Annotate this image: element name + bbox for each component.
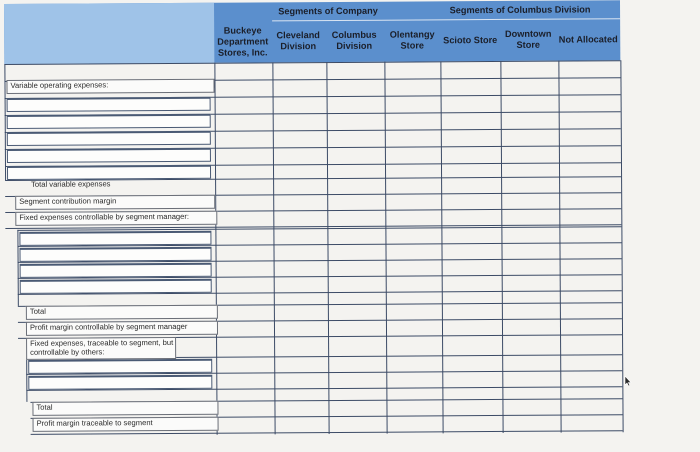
amount-input-cell[interactable] bbox=[276, 196, 324, 208]
amount-input-cell[interactable] bbox=[505, 263, 557, 275]
amount-input-cell[interactable] bbox=[388, 247, 438, 259]
amount-input-cell[interactable] bbox=[218, 98, 270, 110]
amount-input-cell[interactable] bbox=[388, 114, 438, 126]
expense-name-input[interactable] bbox=[19, 247, 211, 262]
amount-input-cell[interactable] bbox=[218, 166, 270, 178]
amount-input-cell[interactable] bbox=[562, 96, 618, 108]
amount-input-cell[interactable] bbox=[562, 130, 618, 142]
amount-input-cell[interactable] bbox=[331, 280, 383, 292]
row-label-total-2: Total bbox=[32, 401, 218, 416]
amount-input-cell[interactable] bbox=[276, 115, 324, 127]
amount-input-cell[interactable] bbox=[445, 401, 499, 413]
col-header-downtown: Downtown Store bbox=[504, 28, 552, 50]
amount-input-cell[interactable] bbox=[389, 375, 439, 387]
amount-input-cell[interactable] bbox=[389, 401, 439, 413]
amount-input-cell[interactable] bbox=[330, 166, 382, 178]
amount-input-cell[interactable] bbox=[389, 321, 439, 333]
amount-input-cell[interactable] bbox=[562, 194, 618, 206]
expense-name-input[interactable] bbox=[7, 114, 211, 129]
amount-input-cell[interactable] bbox=[563, 262, 619, 274]
amount-input-cell[interactable] bbox=[503, 63, 555, 75]
amount-input-cell[interactable] bbox=[505, 305, 557, 317]
amount-input-cell[interactable] bbox=[504, 131, 556, 143]
amount-input-cell[interactable] bbox=[444, 179, 498, 191]
amount-input-cell[interactable] bbox=[445, 359, 499, 371]
amount-input-cell[interactable] bbox=[504, 114, 556, 126]
amount-input-cell[interactable] bbox=[218, 115, 270, 127]
amount-input-cell[interactable] bbox=[505, 359, 557, 371]
amount-input-cell[interactable] bbox=[330, 180, 382, 192]
amount-input-cell[interactable] bbox=[219, 338, 271, 350]
expense-name-input[interactable] bbox=[19, 231, 211, 246]
amount-input-cell[interactable] bbox=[504, 179, 556, 191]
amount-input-cell[interactable] bbox=[444, 97, 498, 109]
amount-input-cell[interactable] bbox=[563, 358, 619, 370]
amount-input-cell[interactable] bbox=[562, 147, 618, 159]
amount-input-cell[interactable] bbox=[330, 98, 382, 110]
amount-input-cell[interactable] bbox=[277, 280, 325, 292]
amount-input-cell[interactable] bbox=[444, 131, 498, 143]
amount-input-cell[interactable] bbox=[276, 166, 324, 178]
amount-input-cell[interactable] bbox=[388, 165, 438, 177]
amount-input-cell[interactable] bbox=[388, 195, 438, 207]
amount-input-cell[interactable] bbox=[445, 263, 499, 275]
amount-input-cell[interactable] bbox=[504, 165, 556, 177]
amount-input-cell[interactable] bbox=[219, 360, 271, 372]
amount-input-cell[interactable] bbox=[389, 263, 439, 275]
row-label-total-variable-expenses: Total variable expenses bbox=[31, 179, 111, 189]
col-header-not-allocated: Not Allocated bbox=[558, 33, 618, 45]
amount-input-cell[interactable] bbox=[562, 246, 618, 258]
amount-input-cell[interactable] bbox=[331, 376, 383, 388]
amount-input-cell[interactable] bbox=[504, 97, 556, 109]
amount-input-cell[interactable] bbox=[444, 195, 498, 207]
amount-input-cell[interactable] bbox=[562, 178, 618, 190]
col-header-cleveland: Cleveland Division bbox=[276, 30, 320, 52]
amount-input-cell[interactable] bbox=[505, 337, 557, 349]
group-header-columbus: Segments of Columbus Division bbox=[449, 3, 591, 15]
amount-input-cell[interactable] bbox=[277, 322, 325, 334]
amount-input-cell[interactable] bbox=[219, 280, 271, 292]
amount-input-cell[interactable] bbox=[563, 278, 619, 290]
amount-input-cell[interactable] bbox=[563, 304, 619, 316]
amount-input-cell[interactable] bbox=[388, 131, 438, 143]
amount-input-cell[interactable] bbox=[445, 305, 499, 317]
amount-input-cell[interactable] bbox=[218, 180, 270, 192]
amount-input-cell[interactable] bbox=[562, 164, 618, 176]
amount-input-cell[interactable] bbox=[562, 230, 618, 242]
amount-input-cell[interactable] bbox=[331, 402, 383, 414]
amount-input-cell[interactable] bbox=[276, 180, 324, 192]
row-label-segment-contribution-margin: Segment contribution margin bbox=[15, 195, 215, 210]
col-header-buckeye: Buckeye Department Stores, Inc. bbox=[217, 24, 269, 58]
amount-input-cell[interactable] bbox=[220, 418, 272, 430]
amount-input-cell[interactable] bbox=[331, 338, 383, 350]
amount-input-cell[interactable] bbox=[445, 375, 499, 387]
amount-input-cell[interactable] bbox=[388, 148, 438, 160]
amount-input-cell[interactable] bbox=[389, 305, 439, 317]
amount-input-cell[interactable] bbox=[218, 232, 270, 244]
expense-name-input[interactable] bbox=[7, 97, 211, 112]
row-label-profit-margin-traceable: Profit margin traceable to segment bbox=[33, 417, 219, 432]
expense-name-input[interactable] bbox=[7, 165, 211, 180]
row-label-total-1: Total bbox=[26, 305, 218, 320]
col-header-olentangy: Olentangy Store bbox=[389, 29, 435, 51]
amount-input-cell[interactable] bbox=[276, 149, 324, 161]
expense-name-input[interactable] bbox=[28, 375, 212, 390]
amount-input-cell[interactable] bbox=[330, 132, 382, 144]
amount-input-cell[interactable] bbox=[218, 149, 270, 161]
amount-input-cell[interactable] bbox=[504, 247, 556, 259]
amount-input-cell[interactable] bbox=[505, 401, 557, 413]
col-header-columbus: Columbus Division bbox=[331, 29, 377, 51]
amount-input-cell[interactable] bbox=[332, 418, 384, 430]
amount-input-cell[interactable] bbox=[388, 211, 438, 223]
amount-input-cell[interactable] bbox=[504, 231, 556, 243]
amount-input-cell[interactable] bbox=[219, 306, 271, 318]
amount-input-cell[interactable] bbox=[219, 376, 271, 388]
amount-input-cell[interactable] bbox=[505, 279, 557, 291]
amount-input-cell[interactable] bbox=[388, 179, 438, 191]
amount-input-cell[interactable] bbox=[278, 418, 326, 430]
amount-input-cell[interactable] bbox=[388, 97, 438, 109]
amount-input-cell[interactable] bbox=[276, 98, 324, 110]
amount-input-cell[interactable] bbox=[561, 62, 617, 74]
amount-input-cell[interactable] bbox=[276, 248, 324, 260]
amount-input-cell[interactable] bbox=[276, 232, 324, 244]
amount-input-cell[interactable] bbox=[218, 132, 270, 144]
amount-input-cell[interactable] bbox=[504, 195, 556, 207]
expense-name-input[interactable] bbox=[20, 279, 212, 294]
amount-input-cell[interactable] bbox=[390, 417, 440, 429]
amount-input-cell[interactable] bbox=[444, 247, 498, 259]
amount-input-cell[interactable] bbox=[563, 320, 619, 332]
amount-input-cell[interactable] bbox=[389, 359, 439, 371]
amount-input-cell[interactable] bbox=[275, 64, 323, 76]
amount-input-cell[interactable] bbox=[563, 374, 619, 386]
amount-input-cell[interactable] bbox=[506, 417, 558, 429]
amount-input-cell[interactable] bbox=[388, 231, 438, 243]
amount-input-cell[interactable] bbox=[331, 322, 383, 334]
amount-input-cell[interactable] bbox=[277, 402, 325, 414]
amount-input-cell[interactable] bbox=[562, 210, 618, 222]
amount-input-cell[interactable] bbox=[504, 148, 556, 160]
amount-input-cell[interactable] bbox=[330, 115, 382, 127]
group-header-company: Segments of Company bbox=[278, 5, 378, 16]
amount-input-cell[interactable] bbox=[444, 114, 498, 126]
amount-input-cell[interactable] bbox=[331, 360, 383, 372]
row-label-fixed-traceable: Fixed expenses, traceable to segment, but controllable by others: bbox=[26, 337, 176, 360]
amount-input-cell[interactable] bbox=[218, 212, 270, 224]
amount-input-cell[interactable] bbox=[331, 306, 383, 318]
amount-input-cell[interactable] bbox=[446, 417, 500, 429]
amount-input-cell[interactable] bbox=[277, 360, 325, 372]
amount-input-cell[interactable] bbox=[330, 149, 382, 161]
expense-name-input[interactable] bbox=[7, 131, 211, 146]
amount-input-cell[interactable] bbox=[330, 196, 382, 208]
amount-input-cell[interactable] bbox=[277, 306, 325, 318]
amount-input-cell[interactable] bbox=[330, 212, 382, 224]
amount-input-cell[interactable] bbox=[387, 63, 437, 75]
amount-input-cell[interactable] bbox=[219, 402, 271, 414]
amount-input-cell[interactable] bbox=[330, 248, 382, 260]
amount-input-cell[interactable] bbox=[444, 231, 498, 243]
amount-input-cell[interactable] bbox=[563, 400, 619, 412]
amount-input-cell[interactable] bbox=[445, 337, 499, 349]
amount-input-cell[interactable] bbox=[505, 375, 557, 387]
amount-input-cell[interactable] bbox=[219, 322, 271, 334]
amount-input-cell[interactable] bbox=[389, 337, 439, 349]
amount-input-cell[interactable] bbox=[444, 165, 498, 177]
amount-input-cell[interactable] bbox=[277, 338, 325, 350]
amount-input-cell[interactable] bbox=[443, 63, 497, 75]
amount-input-cell[interactable] bbox=[330, 232, 382, 244]
col-header-scioto: Scioto Store bbox=[443, 34, 498, 45]
mouse-pointer-icon bbox=[624, 376, 632, 386]
amount-input-cell[interactable] bbox=[389, 279, 439, 291]
segment-report-worksheet bbox=[4, 0, 623, 446]
amount-input-cell[interactable] bbox=[276, 212, 324, 224]
amount-input-cell[interactable] bbox=[217, 64, 269, 76]
header-light-strip bbox=[4, 3, 214, 64]
amount-input-cell[interactable] bbox=[445, 279, 499, 291]
amount-input-cell[interactable] bbox=[563, 336, 619, 348]
amount-input-cell[interactable] bbox=[218, 196, 270, 208]
amount-input-cell[interactable] bbox=[218, 248, 270, 260]
amount-input-cell[interactable] bbox=[445, 321, 499, 333]
expense-name-input[interactable] bbox=[7, 148, 211, 163]
amount-input-cell[interactable] bbox=[277, 376, 325, 388]
amount-input-cell[interactable] bbox=[277, 264, 325, 276]
amount-input-cell[interactable] bbox=[505, 321, 557, 333]
amount-input-cell[interactable] bbox=[564, 416, 620, 428]
amount-input-cell[interactable] bbox=[444, 148, 498, 160]
row-label-variable-operating-expenses: Variable operating expenses: bbox=[6, 79, 214, 94]
amount-input-cell[interactable] bbox=[329, 64, 381, 76]
expense-name-input[interactable] bbox=[28, 359, 212, 374]
row-label-profit-margin-controllable: Profit margin controllable by segment manager bbox=[26, 321, 218, 336]
expense-name-input[interactable] bbox=[20, 263, 212, 278]
row-label-fixed-controllable: Fixed expenses controllable by segment manager: bbox=[15, 211, 217, 226]
amount-input-cell[interactable] bbox=[219, 264, 271, 276]
amount-input-cell[interactable] bbox=[562, 113, 618, 125]
amount-input-cell[interactable] bbox=[331, 264, 383, 276]
amount-input-cell[interactable] bbox=[444, 211, 498, 223]
amount-input-cell[interactable] bbox=[504, 211, 556, 223]
amount-input-cell[interactable] bbox=[276, 132, 324, 144]
